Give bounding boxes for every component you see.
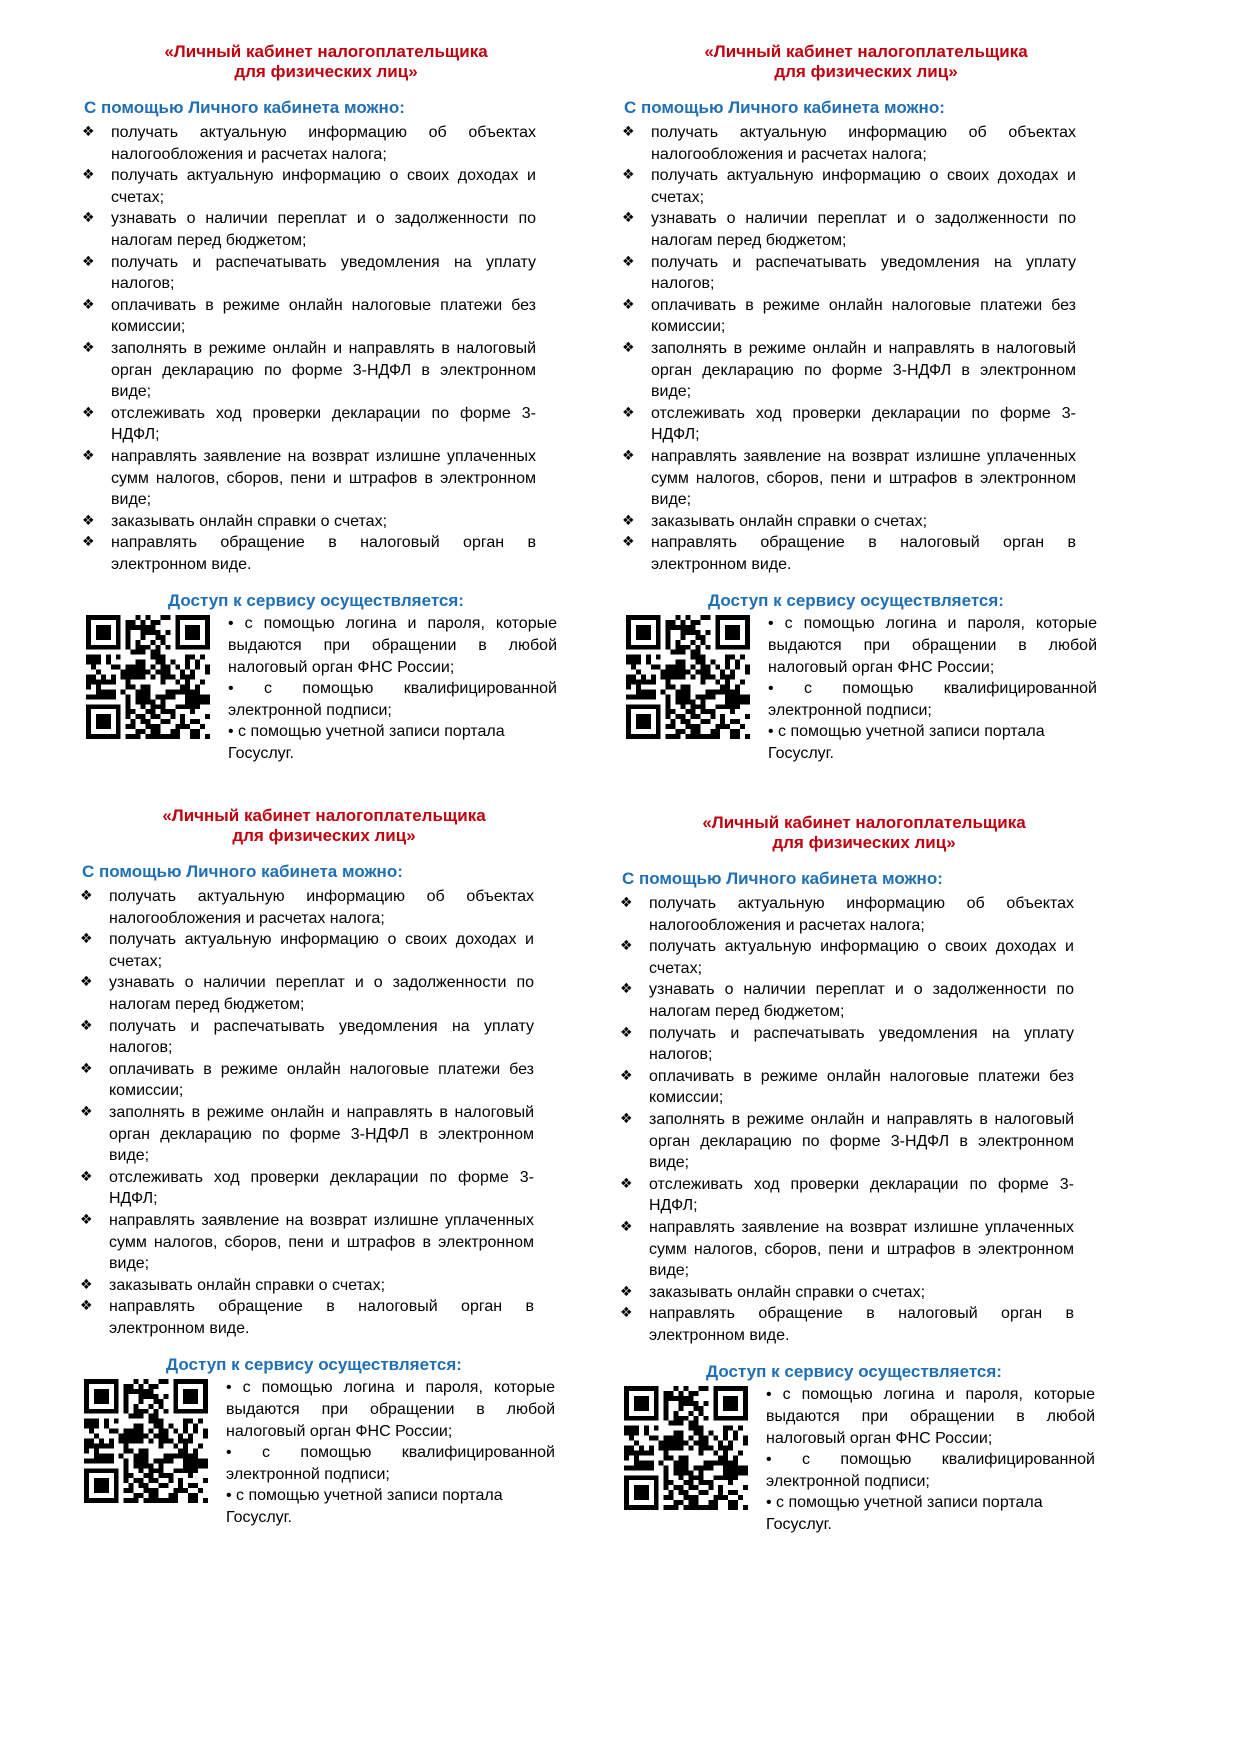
feature-text: направлять заявление на возврат излишне уплаченных сумм налогов, сборов, пени и штрафов в электронном виде; — [649, 1218, 1074, 1280]
feature-item — [74, 972, 534, 1015]
feature-item — [616, 511, 1076, 533]
feature-text: получать актуальную информацию об объектах налогообложения и расчетах налога; — [111, 124, 536, 163]
feature-text: получать актуальную информацию о своих доходах и счетах; — [651, 167, 1076, 206]
flyer-title-line: для физических лиц» — [772, 833, 956, 852]
flyer — [74, 806, 574, 1527]
feature-item — [614, 1174, 1074, 1217]
feature-item — [74, 1016, 534, 1059]
access-heading: Доступ к сервису осуществляется: — [168, 591, 464, 611]
feature-text: получать и распечатывать уведомления на уплату налогов; — [111, 253, 536, 293]
feature-text: направлять обращение в налоговый орган в электронном виде. — [649, 1305, 1074, 1344]
access-item-login: • с помощью логина и пароля, которые выдаются при обращении в любой налоговый орган ФНС России; — [226, 1379, 555, 1440]
access-item-gosuslugi: • с помощью учетной записи портала Госуслуг. — [766, 1494, 1043, 1534]
feature-item — [74, 1210, 534, 1275]
features-list — [76, 122, 576, 575]
feature-item — [614, 936, 1074, 979]
diamond-dots-bullet-icon: ❖ — [80, 1103, 93, 1120]
feature-item — [76, 208, 536, 251]
access-heading: Доступ к сервису осуществляется: — [706, 1362, 1002, 1382]
diamond-dots-bullet-icon: ❖ — [80, 931, 93, 948]
diamond-dots-bullet-icon: ❖ — [620, 1067, 633, 1084]
diamond-dots-bullet-icon: ❖ — [80, 1168, 93, 1185]
diamond-dots-bullet-icon: ❖ — [80, 1276, 93, 1293]
feature-text: получать и распечатывать уведомления на уплату налогов; — [109, 1017, 534, 1057]
diamond-dots-bullet-icon: ❖ — [80, 1017, 93, 1034]
feature-text: заполнять в режиме онлайн и направлять в налоговый орган декларацию по форме 3-НДФЛ в электронном виде; — [649, 1110, 1074, 1172]
qr-code-icon[interactable] — [624, 1386, 748, 1510]
feature-item — [76, 252, 536, 295]
diamond-dots-bullet-icon: ❖ — [82, 296, 95, 313]
access-item-gosuslugi: • с помощью учетной записи портала Госуслуг. — [226, 1487, 503, 1527]
diamond-dots-bullet-icon: ❖ — [80, 974, 93, 991]
access-item-login: • с помощью логина и пароля, которые выдаются при обращении в любой налоговый орган ФНС России; — [766, 1386, 1095, 1447]
feature-text: оплачивать в режиме онлайн налоговые платежи без комиссии; — [111, 296, 536, 336]
feature-item — [614, 1282, 1074, 1304]
diamond-dots-bullet-icon: ❖ — [82, 447, 95, 464]
diamond-dots-bullet-icon: ❖ — [622, 447, 635, 464]
access-item-signature: • с помощью квалифицированной электронной подписи; — [768, 680, 1097, 719]
access-heading: Доступ к сервису осуществляется: — [708, 591, 1004, 611]
feature-text: заказывать онлайн справки о счетах; — [651, 512, 928, 530]
diamond-dots-bullet-icon: ❖ — [622, 339, 635, 356]
feature-item — [74, 1059, 534, 1102]
access-item-login: • с помощью логина и пароля, которые выдаются при обращении в любой налоговый орган ФНС России; — [228, 615, 557, 676]
features-list — [614, 893, 1114, 1346]
features-heading: С помощью Личного кабинета можно: — [84, 98, 405, 117]
diamond-dots-bullet-icon: ❖ — [620, 1175, 633, 1192]
diamond-dots-bullet-icon: ❖ — [80, 1211, 93, 1228]
feature-text: отслеживать ход проверки декларации по форме 3-НДФЛ; — [111, 404, 536, 444]
diamond-dots-bullet-icon: ❖ — [82, 512, 95, 529]
flyer-title-line: для физических лиц» — [234, 62, 418, 81]
feature-text: заказывать онлайн справки о счетах; — [649, 1283, 926, 1301]
diamond-dots-bullet-icon: ❖ — [622, 296, 635, 313]
diamond-dots-bullet-icon: ❖ — [620, 1110, 633, 1127]
qr-code-icon[interactable] — [626, 615, 750, 739]
access-block — [616, 613, 1116, 763]
flyer-title — [74, 806, 574, 846]
diamond-dots-bullet-icon: ❖ — [80, 1060, 93, 1077]
feature-text: оплачивать в режиме онлайн налоговые платежи без комиссии; — [109, 1060, 534, 1100]
diamond-dots-bullet-icon: ❖ — [82, 124, 95, 140]
diamond-dots-bullet-icon: ❖ — [620, 1024, 633, 1041]
feature-item — [74, 1296, 534, 1339]
feature-text: получать и распечатывать уведомления на уплату налогов; — [651, 253, 1076, 293]
feature-item — [76, 403, 536, 446]
diamond-dots-bullet-icon: ❖ — [620, 1218, 633, 1235]
feature-text: оплачивать в режиме онлайн налоговые платежи без комиссии; — [649, 1067, 1074, 1107]
feature-text: оплачивать в режиме онлайн налоговые платежи без комиссии; — [651, 296, 1076, 336]
feature-text: получать актуальную информацию о своих доходах и счетах; — [111, 167, 536, 206]
feature-text: направлять обращение в налоговый орган в электронном виде. — [111, 534, 536, 573]
qr-code-icon[interactable] — [86, 615, 210, 739]
feature-item — [614, 1023, 1074, 1066]
feature-item — [76, 122, 536, 165]
feature-item — [74, 1102, 534, 1167]
access-item-login: • с помощью логина и пароля, которые выдаются при обращении в любой налоговый орган ФНС России; — [768, 615, 1097, 676]
feature-item — [616, 252, 1076, 295]
access-item-signature: • с помощью квалифицированной электронной подписи; — [226, 1444, 555, 1483]
access-item-signature: • с помощью квалифицированной электронной подписи; — [228, 680, 557, 719]
diamond-dots-bullet-icon: ❖ — [82, 404, 95, 421]
feature-text: отслеживать ход проверки декларации по форме 3-НДФЛ; — [109, 1168, 534, 1208]
feature-text: получать актуальную информацию об объектах налогообложения и расчетах налога; — [649, 895, 1074, 934]
feature-item — [616, 122, 1076, 165]
feature-text: заполнять в режиме онлайн и направлять в налоговый орган декларацию по форме 3-НДФЛ в электронном виде; — [111, 339, 536, 401]
feature-item — [616, 165, 1076, 208]
feature-text: заказывать онлайн справки о счетах; — [111, 512, 388, 530]
feature-text: заполнять в режиме онлайн и направлять в налоговый орган декларацию по форме 3-НДФЛ в электронном виде; — [651, 339, 1076, 401]
diamond-dots-bullet-icon: ❖ — [620, 1305, 633, 1322]
flyer — [76, 42, 576, 763]
diamond-dots-bullet-icon: ❖ — [82, 210, 95, 227]
flyer-title-line: для физических лиц» — [774, 62, 958, 81]
feature-text: узнавать о наличии переплат и о задолженности по налогам перед бюджетом; — [109, 974, 534, 1013]
access-list — [766, 1384, 1095, 1535]
diamond-dots-bullet-icon: ❖ — [622, 167, 635, 184]
feature-item — [614, 1066, 1074, 1109]
diamond-dots-bullet-icon: ❖ — [80, 1298, 93, 1315]
access-heading: Доступ к сервису осуществляется: — [166, 1355, 462, 1375]
feature-item — [74, 929, 534, 972]
feature-text: отслеживать ход проверки декларации по форме 3-НДФЛ; — [651, 404, 1076, 444]
feature-text: заказывать онлайн справки о счетах; — [109, 1276, 386, 1294]
diamond-dots-bullet-icon: ❖ — [82, 534, 95, 551]
diamond-dots-bullet-icon: ❖ — [82, 339, 95, 356]
feature-text: направлять заявление на возврат излишне уплаченных сумм налогов, сборов, пени и штрафов в электронном виде; — [111, 447, 536, 509]
feature-item — [76, 532, 536, 575]
features-heading: С помощью Личного кабинета можно: — [622, 869, 943, 888]
feature-item — [616, 338, 1076, 403]
diamond-dots-bullet-icon: ❖ — [622, 404, 635, 421]
access-list — [768, 613, 1097, 764]
access-block — [76, 613, 576, 763]
feature-item — [76, 338, 536, 403]
features-heading: С помощью Личного кабинета можно: — [82, 862, 403, 881]
features-list — [74, 886, 574, 1339]
feature-item — [74, 1167, 534, 1210]
flyer-title-line: для физических лиц» — [232, 826, 416, 845]
flyer-title — [614, 813, 1114, 853]
feature-item — [614, 1217, 1074, 1282]
feature-text: узнавать о наличии переплат и о задолженности по налогам перед бюджетом; — [649, 981, 1074, 1020]
access-item-gosuslugi: • с помощью учетной записи портала Госуслуг. — [228, 723, 505, 763]
access-block — [614, 1384, 1114, 1534]
flyer-title — [76, 42, 576, 82]
feature-item — [616, 403, 1076, 446]
feature-item — [614, 1303, 1074, 1346]
flyer-title-line: «Личный кабинет налогоплательщика — [164, 42, 488, 61]
access-block — [74, 1377, 574, 1527]
qr-code-icon[interactable] — [84, 1379, 208, 1503]
diamond-dots-bullet-icon: ❖ — [82, 167, 95, 184]
feature-item — [76, 165, 536, 208]
feature-text: направлять обращение в налоговый орган в электронном виде. — [109, 1298, 534, 1337]
flyer-title-line: «Личный кабинет налогоплательщика — [704, 42, 1028, 61]
feature-item — [616, 208, 1076, 251]
feature-text: заполнять в режиме онлайн и направлять в налоговый орган декларацию по форме 3-НДФЛ в электронном виде; — [109, 1103, 534, 1165]
diamond-dots-bullet-icon: ❖ — [620, 1283, 633, 1300]
feature-item — [74, 886, 534, 929]
feature-text: получать актуальную информацию об объектах налогообложения и расчетах налога; — [651, 124, 1076, 163]
feature-text: отслеживать ход проверки декларации по форме 3-НДФЛ; — [649, 1175, 1074, 1215]
feature-item — [616, 295, 1076, 338]
diamond-dots-bullet-icon: ❖ — [80, 888, 93, 904]
diamond-dots-bullet-icon: ❖ — [622, 512, 635, 529]
feature-text: направлять обращение в налоговый орган в электронном виде. — [651, 534, 1076, 573]
feature-text: получать актуальную информацию об объектах налогообложения и расчетах налога; — [109, 888, 534, 927]
flyer-title — [616, 42, 1116, 82]
diamond-dots-bullet-icon: ❖ — [622, 253, 635, 270]
feature-text: направлять заявление на возврат излишне уплаченных сумм налогов, сборов, пени и штрафов в электронном виде; — [109, 1211, 534, 1273]
diamond-dots-bullet-icon: ❖ — [622, 210, 635, 227]
diamond-dots-bullet-icon: ❖ — [622, 534, 635, 551]
diamond-dots-bullet-icon: ❖ — [620, 981, 633, 998]
feature-text: получать актуальную информацию о своих доходах и счетах; — [109, 931, 534, 970]
features-heading: С помощью Личного кабинета можно: — [624, 98, 945, 117]
feature-item — [76, 295, 536, 338]
feature-text: получать актуальную информацию о своих доходах и счетах; — [649, 938, 1074, 977]
feature-item — [76, 446, 536, 511]
feature-text: узнавать о наличии переплат и о задолженности по налогам перед бюджетом; — [651, 210, 1076, 249]
diamond-dots-bullet-icon: ❖ — [82, 253, 95, 270]
flyer-title-line: «Личный кабинет налогоплательщика — [162, 806, 486, 825]
feature-item — [616, 446, 1076, 511]
feature-text: узнавать о наличии переплат и о задолженности по налогам перед бюджетом; — [111, 210, 536, 249]
diamond-dots-bullet-icon: ❖ — [622, 124, 635, 140]
feature-item — [74, 1275, 534, 1297]
flyer — [614, 813, 1114, 1534]
access-item-signature: • с помощью квалифицированной электронной подписи; — [766, 1451, 1095, 1490]
feature-item — [614, 1109, 1074, 1174]
flyer — [616, 42, 1116, 763]
feature-text: направлять заявление на возврат излишне уплаченных сумм налогов, сборов, пени и штрафов в электронном виде; — [651, 447, 1076, 509]
features-list — [616, 122, 1116, 575]
feature-item — [76, 511, 536, 533]
access-list — [226, 1377, 555, 1528]
feature-item — [616, 532, 1076, 575]
access-item-gosuslugi: • с помощью учетной записи портала Госуслуг. — [768, 723, 1045, 763]
feature-text: получать и распечатывать уведомления на уплату налогов; — [649, 1024, 1074, 1064]
diamond-dots-bullet-icon: ❖ — [620, 938, 633, 955]
diamond-dots-bullet-icon: ❖ — [620, 895, 633, 911]
feature-item — [614, 893, 1074, 936]
access-list — [228, 613, 557, 764]
feature-item — [614, 979, 1074, 1022]
flyer-title-line: «Личный кабинет налогоплательщика — [702, 813, 1026, 832]
